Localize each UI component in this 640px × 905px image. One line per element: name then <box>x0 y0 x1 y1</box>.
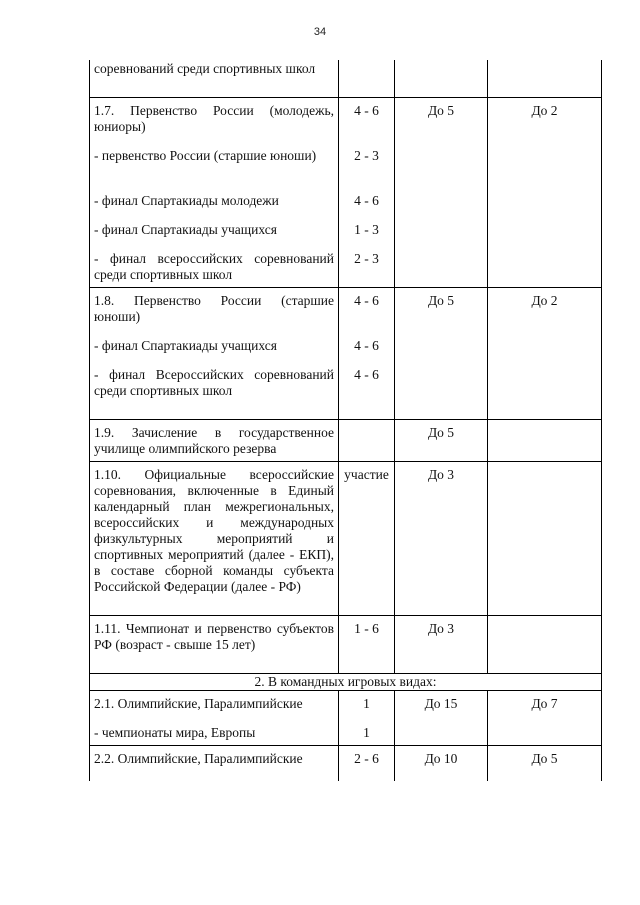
value-cell-3 <box>395 746 488 782</box>
value-cell-3 <box>395 462 488 616</box>
value-cell-3 <box>395 60 488 98</box>
event-cell <box>90 462 339 616</box>
event-text: соревнований среди спортивных школ <box>94 61 316 76</box>
value-text: До 5 <box>427 425 455 440</box>
value-cell-4 <box>488 420 602 462</box>
table-row <box>90 420 602 462</box>
event-text: 1.7. Первенство России (молодежь, юниоры) <box>94 103 334 134</box>
event-text: 1.9. Зачисление в государственное училище олимпийского резерва <box>94 425 334 456</box>
event-cell <box>90 420 339 462</box>
place-value: 4 - 6 <box>354 293 379 308</box>
place-value: 2 - 6 <box>354 751 379 766</box>
place-value: 1 <box>363 696 370 711</box>
value-text <box>488 424 601 425</box>
event-text: 2.2. Олимпийские, Паралимпийские <box>94 751 303 766</box>
value-cell-3 <box>395 98 488 288</box>
value-cell-4 <box>488 288 602 420</box>
place-value: 4 - 6 <box>354 193 379 208</box>
event-text: 2.1. Олимпийские, Паралимпийские <box>94 696 303 711</box>
place-value <box>339 424 394 457</box>
value-text: До 15 <box>424 696 458 711</box>
table-row <box>90 288 602 420</box>
value-text: До 2 <box>531 293 558 308</box>
value-text <box>488 620 601 621</box>
page-number: 34 <box>313 26 327 38</box>
event-text: - первенство России (старшие юноши) <box>94 148 317 163</box>
event-text: 1.11. Чемпионат и первенство субъектов РФ (возраст - свыше 15 лет) <box>94 621 334 652</box>
value-cell-4 <box>488 98 602 288</box>
event-cell <box>90 746 339 782</box>
event-text: - финал всероссийских соревнований среди спортивных школ <box>94 251 334 282</box>
place-cell <box>339 746 395 782</box>
place-value: 1 - 6 <box>354 621 379 636</box>
place-value: участие <box>344 467 389 482</box>
place-value: 4 - 6 <box>354 338 379 353</box>
table-row <box>90 616 602 674</box>
event-text: - финал Всероссийских соревнований среди спортивных школ <box>94 367 334 398</box>
value-text: До 3 <box>427 467 455 482</box>
value-cell-3 <box>395 420 488 462</box>
table-row <box>90 462 602 616</box>
value-text: До 2 <box>531 103 558 118</box>
value-cell-4 <box>488 462 602 616</box>
table-row <box>90 98 602 288</box>
value-text <box>395 60 487 61</box>
place-value: 1 - 3 <box>354 222 379 237</box>
place-cell <box>339 420 395 462</box>
place-value: 2 - 3 <box>354 148 379 163</box>
event-text: 1.10. Официальные всероссийские соревнования, включенные в Единый календарный план межрегиональных, всероссийских и международных физкультурных мероприятий и спортивных мероприятий (далее - ЕКП), в составе сборной команды субъекта Российской Федерации (далее - РФ) <box>94 467 334 594</box>
value-text <box>488 466 601 467</box>
event-text: - финал Спартакиады молодежи <box>94 193 279 208</box>
section-title: 2. В командных игровых видах: <box>90 674 602 691</box>
event-text: - финал Спартакиады учащихся <box>94 338 277 353</box>
place-value: 4 - 6 <box>354 367 379 382</box>
place-cell <box>339 98 395 288</box>
value-text: До 7 <box>531 696 558 711</box>
table-row <box>90 691 602 746</box>
value-text: До 3 <box>427 621 455 636</box>
value-text: До 10 <box>424 751 458 766</box>
table-row <box>90 746 602 782</box>
value-cell-4 <box>488 746 602 782</box>
event-cell <box>90 98 339 288</box>
place-cell <box>339 616 395 674</box>
value-cell-3 <box>395 288 488 420</box>
value-text: До 5 <box>427 293 455 308</box>
value-cell-4 <box>488 691 602 746</box>
value-text: До 5 <box>427 103 455 118</box>
event-text: - финал Спартакиады учащихся <box>94 222 277 237</box>
event-cell <box>90 691 339 746</box>
place-cell <box>339 288 395 420</box>
value-cell-4 <box>488 60 602 98</box>
table-row <box>90 60 602 98</box>
criteria-table <box>89 60 602 781</box>
place-value: 2 - 3 <box>354 251 379 266</box>
section-row <box>90 674 602 691</box>
place-value <box>339 60 394 93</box>
value-cell-3 <box>395 616 488 674</box>
place-cell <box>339 60 395 98</box>
value-text <box>488 60 601 61</box>
place-value: 4 - 6 <box>354 103 379 118</box>
event-cell <box>90 60 339 98</box>
place-cell <box>339 691 395 746</box>
place-cell <box>339 462 395 616</box>
event-cell <box>90 288 339 420</box>
value-cell-3 <box>395 691 488 746</box>
event-text: - чемпионаты мира, Европы <box>94 725 256 740</box>
value-text: До 5 <box>531 751 558 766</box>
event-text: 1.8. Первенство России (старшие юноши) <box>94 293 334 324</box>
place-value: 1 <box>363 725 370 740</box>
event-cell <box>90 616 339 674</box>
value-cell-4 <box>488 616 602 674</box>
